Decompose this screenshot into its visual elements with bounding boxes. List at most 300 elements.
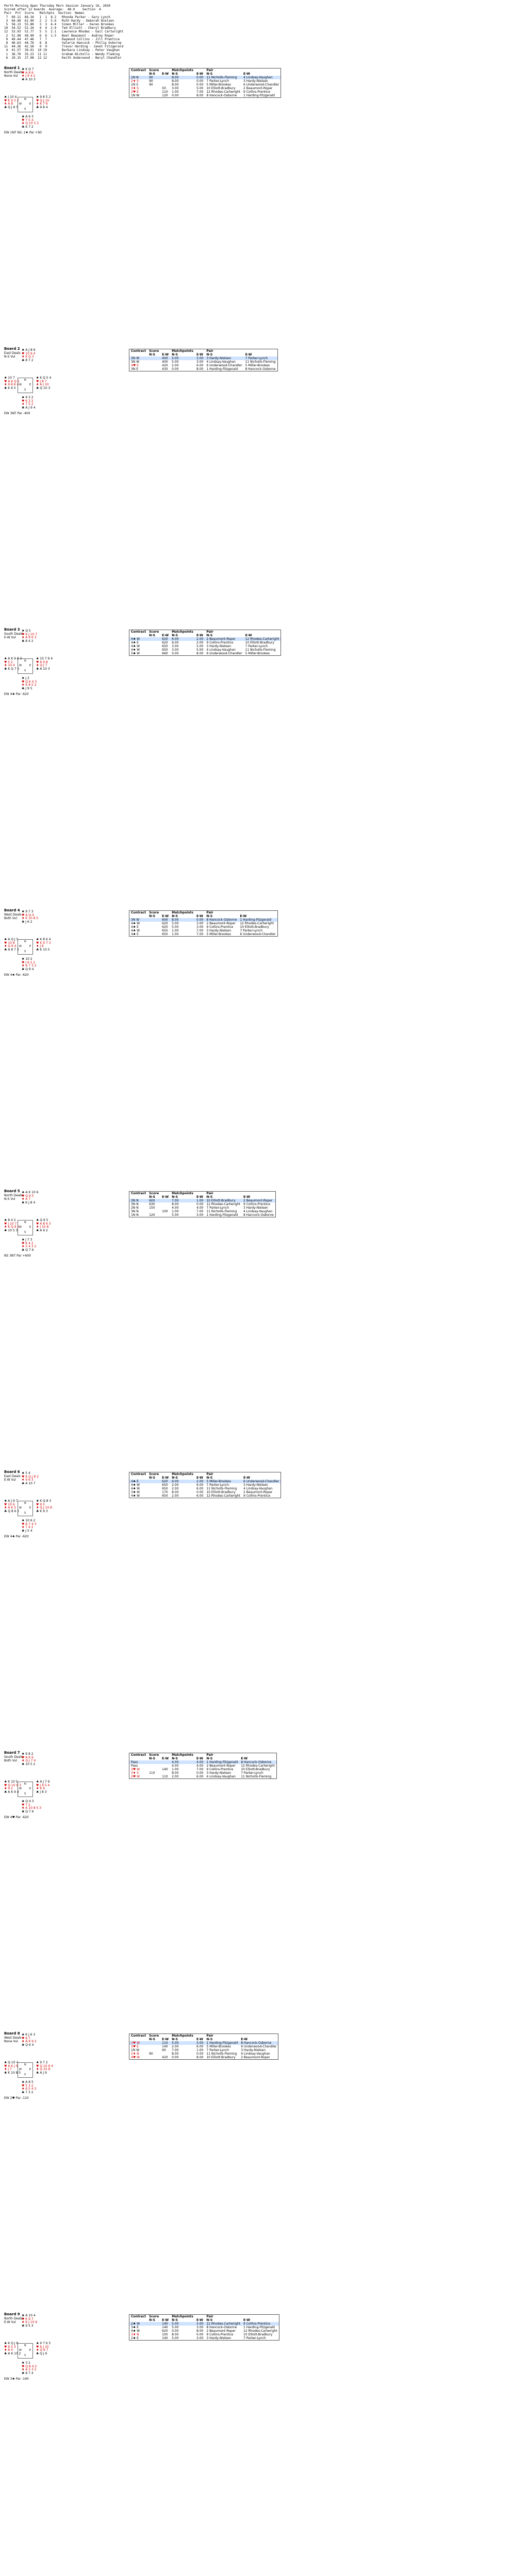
south-hand	[22, 958, 37, 971]
result-row	[129, 83, 281, 87]
south-suit-line: ♠ J 2	[22, 676, 29, 680]
subheader-cell: E-W	[241, 2038, 248, 2041]
result-cell	[160, 1764, 170, 1768]
north-suit-line: ♦ K Q 3	[22, 355, 34, 359]
east-suit-line: ♠ 10 7 6 4	[36, 657, 53, 660]
result-cell: 5 Miller-Brookes	[245, 364, 270, 367]
header-cell: Matchpoints	[172, 1192, 193, 1195]
result-cell: 110	[149, 1771, 155, 1775]
result-row	[129, 94, 281, 98]
result-cell: 3 Hardy-Nielsen	[243, 1483, 268, 1487]
result-cell: 3 Hardy-Nielsen	[243, 1206, 268, 1210]
vulnerability-text: E-W Vul	[4, 636, 16, 639]
subheader-cell: N-S	[149, 634, 155, 637]
header-cell: Contract	[131, 1753, 146, 1757]
west-suit-line: ♦ K Q 9 6	[4, 1225, 20, 1229]
result-row	[129, 918, 278, 922]
result-row	[129, 1764, 277, 1768]
result-cell: 2 Beaumont-Roper	[206, 922, 236, 925]
result-cell: 1 Harding-Fitzgerald	[205, 2041, 239, 2045]
board-block	[4, 1470, 107, 1599]
result-cell: 8 Hancock-Osborne	[205, 918, 238, 922]
header-cell: Matchpoints	[172, 630, 193, 634]
header-cell	[244, 630, 281, 634]
east-suit-line: ♥ A 8 6 3	[36, 1222, 51, 1226]
result-cell: 6 Underwood-Chandler	[241, 2045, 277, 2048]
results-table	[129, 1472, 281, 1498]
result-cell: 8 Hancock-Osborne	[239, 1760, 276, 1764]
header-cell: Pair	[206, 349, 213, 353]
east-hand	[36, 657, 53, 671]
result-cell: 6 Underwood-Chandler	[242, 1480, 281, 1483]
result-cell: 8.00	[196, 367, 204, 371]
south-suit-line: ♠ J 7 3	[22, 1238, 32, 1242]
compass-n: N	[24, 940, 26, 943]
north-suit-line: ♥ Q 9 5	[22, 1194, 34, 1198]
north-hand	[22, 1472, 39, 1485]
result-row	[129, 637, 281, 641]
west-suit-line: ♠ Q 10 4	[4, 2061, 19, 2064]
result-cell: 0.00	[172, 94, 179, 97]
vulnerability-text: N-S Vul	[4, 1197, 15, 1201]
result-cell: 3.00	[196, 360, 204, 364]
result-row	[129, 1487, 281, 1490]
subheader-cell: E-W	[241, 1757, 248, 1760]
header-cell: Matchpoints	[172, 911, 193, 914]
result-cell: 5.00	[170, 2041, 195, 2045]
result-cell: 12 Rhodes-Cartwright	[206, 1202, 241, 1206]
east-suit-line: ♥ Q 10 6 4	[36, 2064, 53, 2068]
east-suit-line: ♠ 9 7 2	[36, 2061, 48, 2064]
compass-s: S	[24, 669, 26, 672]
result-row	[129, 2326, 279, 2329]
subheader-cell: E-W	[162, 353, 169, 357]
vulnerability-text: N-S Vul	[4, 355, 15, 359]
result-cell	[147, 2045, 160, 2048]
par-text: EW 4♠ Par -620	[4, 1535, 29, 1538]
result-cell: 0.00	[195, 918, 205, 922]
result-cell: 2♦ S	[131, 79, 139, 83]
subheader-cell: N-S	[206, 1757, 213, 1760]
result-cell: 8.00	[196, 2056, 204, 2059]
subheader-cell: N-S	[149, 914, 155, 918]
west-suit-line: ♦ 8 4	[4, 2348, 13, 2352]
result-cell: 4♠ E	[131, 933, 139, 936]
header-line: 3 64.48 61.90 2 2 5.6 Ruth Hardy - Deborah Nielsen	[6, 19, 114, 23]
subheader-cell: E-W	[196, 72, 203, 76]
result-row	[129, 922, 278, 925]
result-cell: 0.00	[196, 1771, 204, 1775]
result-cell: 3N N	[131, 1202, 139, 1206]
result-cell: 1 Harding-Fitzgerald	[238, 918, 277, 922]
header-cell: Contract	[131, 1192, 146, 1195]
north-suit-line: ♠ A J 8 6	[22, 348, 36, 352]
board-meta	[4, 71, 22, 78]
result-cell: 5.00	[172, 922, 179, 925]
result-cell	[147, 933, 160, 937]
result-row	[129, 925, 278, 929]
result-cell: 4.00	[195, 1760, 205, 1764]
result-cell: 10 Elliott-Bradbury	[206, 2056, 236, 2059]
result-cell: 3.00	[195, 2041, 205, 2045]
vulnerability-text: None Vul	[4, 74, 18, 78]
result-cell: 5.00	[196, 87, 204, 90]
north-suit-line: ♥ A 8 6	[22, 71, 34, 75]
east-suit-line: ♣ A 9 2	[36, 1228, 48, 1232]
result-cell: 4♠ W	[131, 1483, 140, 1487]
result-row	[129, 641, 281, 645]
result-cell: 2♥ E	[131, 90, 139, 94]
south-suit-line: ♦ 7 4 2	[22, 1526, 34, 1530]
result-cell: 140	[162, 2326, 168, 2329]
board-meta	[4, 1194, 22, 1201]
header-cell: Matchpoints	[172, 349, 193, 353]
subheader-cell	[129, 2038, 148, 2041]
subheader-cell	[129, 914, 148, 918]
compass-w: W	[19, 664, 22, 667]
compass-box	[18, 1782, 33, 1797]
header-cell	[195, 69, 205, 73]
result-cell	[160, 83, 170, 87]
north-hand	[22, 68, 36, 81]
result-row	[129, 929, 278, 933]
subheader-cell: N-S	[206, 634, 213, 637]
header-line: 10 54.52 52.34 4 4 2.9 Ted Elliott - Cheryl Bradbury	[4, 26, 116, 30]
south-suit-line: ♥ 5 3 2	[22, 2083, 34, 2088]
result-cell: 650	[162, 1494, 168, 1498]
east-suit-line: ♣ Q J 6	[36, 2351, 47, 2355]
east-suit-line: ♦ Q 9 7	[36, 2348, 48, 2352]
subheader-cell: N-S	[149, 353, 155, 357]
result-cell: 5 Miller-Brookes	[206, 83, 231, 87]
result-row	[129, 364, 278, 367]
header-cell	[242, 1472, 281, 1477]
north-suit-line: ♠ 9 7 3	[22, 910, 34, 913]
result-cell: 0.00	[195, 76, 205, 79]
east-suit-line: ♠ K 8 6 4	[36, 938, 51, 941]
result-cell	[147, 94, 160, 98]
result-row	[129, 357, 278, 360]
result-cell: 1 Harding-Fitzgerald	[206, 367, 238, 371]
result-cell	[147, 641, 160, 645]
result-cell: 2 Beaumont-Roper	[243, 1490, 273, 1494]
south-suit-line: ♠ A 6 3	[22, 115, 34, 118]
compass-w: W	[19, 383, 22, 386]
subheader-cell: E-W	[162, 1757, 169, 1760]
subheader-cell: E-W	[243, 72, 250, 76]
result-cell: 8.00	[172, 79, 179, 83]
subheader-cell: N-S	[172, 634, 178, 637]
south-suit-line: ♦ Q 10 5 3	[22, 122, 39, 126]
result-cell: 6 Underwood-Chandler	[240, 933, 276, 936]
result-cell: 4 Lindsay-Vaughan	[242, 76, 281, 79]
west-suit-line: ♦ 9 8 6 4	[4, 383, 19, 387]
result-cell: 4 Lindsay-Vaughan	[206, 360, 236, 364]
header-cell	[160, 1753, 170, 1757]
result-cell: 3N W	[131, 360, 140, 364]
header-cell	[242, 69, 281, 73]
result-row	[129, 2041, 278, 2045]
subheader-cell: N-S	[149, 72, 155, 76]
south-hand	[22, 115, 39, 129]
result-row	[129, 648, 281, 652]
compass-w: W	[19, 2068, 22, 2071]
west-suit-line: ♣ 10 5 3	[4, 1228, 18, 1232]
east-suit-line: ♥ A 9 8	[36, 660, 48, 664]
east-suit-line: ♥ K 9 7 3	[36, 941, 51, 945]
result-cell: 1.00	[172, 1210, 179, 1213]
subheader-cell: N-S	[206, 914, 213, 918]
result-cell: 5♣ W	[131, 652, 140, 655]
north-suit-line: ♣ J 6 2	[22, 920, 32, 924]
result-cell	[147, 2336, 160, 2341]
header-cell: Matchpoints	[172, 69, 193, 72]
header-cell	[160, 1472, 170, 1477]
header-line: 6 29.15 27.98 12 12 Keith Underwood - Beryl Chandler	[4, 56, 122, 60]
result-cell: 400	[160, 357, 170, 360]
result-cell	[147, 2322, 160, 2326]
result-cell: 120	[162, 94, 168, 97]
result-cell: 8 Hancock-Osborne	[206, 94, 237, 97]
south-suit-line: ♦ 6 5 4 3	[22, 2087, 37, 2091]
header-line: 4 41.57 39.91 10 10 Barbara Lindsay - Peter Vaughan	[6, 48, 120, 53]
results-table	[129, 2314, 279, 2341]
north-suit-line: ♥ K Q J 8 2	[22, 1475, 39, 1479]
result-row	[129, 933, 278, 937]
vulnerability-text: Both Vul	[4, 1759, 18, 1762]
result-cell	[147, 2329, 160, 2333]
results-table	[129, 1753, 277, 1779]
result-cell	[147, 637, 160, 641]
subheader-cell: N-S	[206, 353, 213, 357]
result-cell	[160, 1760, 170, 1764]
result-cell: 5 Miller-Brookes	[205, 1480, 242, 1483]
east-suit-line: ♥ J 9 5 4	[36, 1783, 50, 1787]
result-cell: 50	[162, 87, 166, 90]
result-cell	[147, 1490, 160, 1494]
result-row	[129, 1775, 277, 1779]
header-cell	[195, 630, 205, 634]
subheader-cell: N-S	[206, 2038, 213, 2041]
result-cell: 7.00	[170, 1199, 195, 1202]
result-cell: 3N W	[129, 357, 148, 360]
par-text: EW 3NT Par -400	[4, 412, 30, 415]
east-suit-line: ♣ K 10 5	[36, 947, 50, 952]
result-cell	[147, 1775, 160, 1779]
result-cell: 6.00	[170, 1480, 195, 1483]
compass-n: N	[24, 98, 26, 101]
header-cell: Pair	[206, 1472, 213, 1476]
east-hand	[36, 96, 51, 109]
subheader-cell: E-W	[162, 1476, 169, 1480]
header-cell: Contract	[131, 630, 146, 634]
west-suit-line: ♥ K 9 3 2	[4, 98, 19, 103]
header-cell	[195, 2315, 205, 2319]
result-cell: 5.00	[170, 357, 195, 360]
result-cell: 6 Underwood-Chandler	[206, 652, 242, 655]
subheader-cell: N-S	[149, 1195, 155, 1199]
result-cell: 3 Hardy-Nielsen	[206, 645, 232, 648]
result-cell: 3.00	[196, 2326, 204, 2329]
south-hand	[22, 1800, 41, 1814]
result-cell: 4 Lindsay-Vaughan	[206, 648, 236, 652]
header-line: 9 49.44 47.46 7 7 Raymond Collins - Jill Prentice	[6, 37, 120, 41]
south-suit-line: ♠ A 8 5	[22, 2080, 34, 2084]
dealer-text: West Deals	[4, 913, 22, 917]
result-cell: 100	[162, 1210, 168, 1213]
west-suit-line: ♣ K 10 8 5	[4, 2071, 21, 2075]
subheader-cell: N-S	[149, 1476, 155, 1480]
result-cell: 420	[162, 364, 168, 367]
board-meta	[4, 1475, 21, 1482]
south-suit-line: ♦ K 8 5 2	[22, 683, 37, 687]
result-cell	[147, 2333, 160, 2336]
header-cell	[195, 2034, 205, 2038]
subheader-cell: N-S	[149, 2318, 155, 2322]
result-cell	[147, 1483, 160, 1487]
south-suit-line: ♦ 7 5 2	[22, 402, 34, 406]
result-cell: 2.00	[172, 1487, 179, 1490]
south-suit-line: ♠ 3 2	[22, 2361, 30, 2365]
result-cell: 1N N	[131, 1213, 139, 1217]
header-cell	[239, 1753, 276, 1757]
east-suit-line: ♦ J 6	[36, 944, 44, 948]
result-cell	[147, 1480, 160, 1483]
result-cell: 650	[162, 648, 168, 652]
result-cell: 0.00	[196, 1490, 204, 1494]
result-cell: 650	[162, 645, 168, 648]
subheader-cell: E-W	[162, 634, 169, 637]
west-suit-line: ♥ Q 10 8 3	[4, 1783, 21, 1787]
result-cell: 170	[162, 1490, 168, 1494]
compass-n: N	[24, 2063, 26, 2066]
result-cell: 3♠ W	[131, 1490, 140, 1494]
result-cell: 1N S	[131, 83, 139, 87]
south-suit-line: ♦ A 10 8 5 3	[22, 1806, 42, 1810]
result-cell: 8 Hancock-Osborne	[239, 2041, 278, 2045]
compass-w: W	[19, 945, 22, 948]
result-cell: 1N N	[129, 76, 148, 79]
result-cell	[147, 2326, 160, 2329]
result-cell	[147, 929, 160, 933]
result-cell: 620	[162, 2329, 168, 2333]
dealer-text: East Deals	[4, 1475, 21, 1478]
east-suit-line: ♥ J 8 7	[36, 379, 47, 383]
results-table	[129, 349, 278, 371]
result-cell: 630	[149, 1202, 155, 1206]
compass-box	[18, 2062, 33, 2078]
subheader-cell: N-S	[172, 1757, 178, 1760]
subheader-cell: E-W	[240, 914, 247, 918]
result-cell: 0.00	[172, 367, 179, 371]
west-suit-line: ♣ K 6 5	[4, 386, 16, 390]
result-cell: 12 Rhodes-Cartwright	[240, 922, 274, 925]
result-row	[129, 1202, 276, 1206]
subheader-cell: E-W	[245, 353, 252, 357]
result-row	[129, 1206, 276, 1210]
result-cell: 90	[149, 2052, 153, 2056]
south-hand	[22, 1239, 36, 1252]
result-cell: 430	[162, 367, 168, 371]
east-suit-line: ♠ 9 7 6 5	[36, 2342, 51, 2345]
result-cell: 8.00	[196, 94, 204, 97]
result-cell: 140	[162, 2045, 168, 2048]
south-suit-line: ♥ A 7 4 3	[22, 1522, 37, 1526]
south-suit-line: ♥ Q 6 4 3	[22, 680, 37, 684]
subheader-cell	[129, 2318, 148, 2322]
board-title: Board 9	[4, 2312, 20, 2316]
north-suit-line: ♠ K Q 7	[22, 67, 34, 71]
result-cell: 3♦ N	[131, 2333, 139, 2336]
header-cell	[160, 69, 170, 73]
compass-w: W	[19, 1226, 22, 1229]
north-suit-line: ♥ 10 9 4	[22, 351, 36, 355]
subheader-cell: E-W	[243, 1476, 250, 1480]
result-cell: 9 Collins-Prentice	[206, 925, 234, 929]
subheader-cell: N-S	[172, 353, 178, 357]
result-cell: 90	[162, 2048, 166, 2052]
header-cell: Contract	[131, 349, 146, 353]
board-meta	[4, 1755, 23, 1762]
result-row	[129, 1483, 281, 1487]
west-suit-line: ♦ Q 9 4	[4, 944, 16, 948]
west-suit-line: ♣ Q J 6 5	[4, 105, 19, 109]
result-cell: 1 Harding-Fitzgerald	[243, 2326, 275, 2329]
subheader-cell: N-S	[206, 1195, 213, 1199]
header-cell: Contract	[131, 2315, 146, 2318]
result-cell: 0.00	[172, 652, 179, 655]
compass-e: E	[29, 1787, 31, 1790]
result-cell: 8.00	[172, 2052, 179, 2056]
result-cell	[147, 1210, 160, 1213]
east-suit-line: ♠ Q 9 5	[36, 1218, 48, 1222]
east-suit-line: ♦ J 10 8	[36, 1225, 49, 1229]
result-cell: 6.00	[170, 637, 195, 641]
header-cell: Matchpoints	[172, 1753, 193, 1757]
result-cell: 2♠ E	[131, 2336, 139, 2340]
result-cell: 400	[162, 360, 168, 364]
east-suit-line: ♦ K 7 6	[36, 102, 48, 106]
east-hand	[36, 938, 51, 952]
header-cell	[242, 1192, 275, 1196]
subheader-cell: E-W	[245, 634, 252, 637]
header-cell: Score	[149, 69, 159, 72]
south-suit-line: ♦ 5 4 3 2	[22, 1245, 37, 1249]
compass-e: E	[29, 664, 31, 667]
result-cell	[147, 2056, 160, 2060]
south-suit-line: ♥ 7 5 4	[22, 118, 34, 122]
result-cell	[147, 918, 160, 922]
south-suit-line: ♥ 6 3 2	[22, 399, 34, 403]
result-cell: 5.00	[172, 1213, 179, 1217]
result-cell: 9 Collins-Prentice	[206, 2333, 234, 2336]
north-suit-line: ♣ 8 4 2	[22, 639, 34, 643]
south-suit-line: ♣ A J 9 4	[22, 405, 36, 410]
west-suit-line: ♦ A 8	[4, 102, 13, 106]
east-suit-line: ♥ Q J 10	[36, 98, 50, 103]
result-cell: 4.00	[196, 1764, 204, 1768]
result-cell: 4♠ W	[131, 645, 140, 648]
south-suit-line: ♥ K 4 2	[22, 1241, 34, 1245]
result-cell: 8.00	[170, 76, 195, 79]
compass-s: S	[24, 388, 26, 392]
result-cell: 12 Rhodes-Cartwright	[244, 637, 281, 641]
results-table	[129, 2033, 278, 2060]
subheader-cell: E-W	[196, 1195, 203, 1199]
result-cell: 3.00	[196, 922, 204, 925]
result-row	[129, 1771, 277, 1775]
north-suit-line: ♠ A 10 4	[22, 2314, 36, 2317]
